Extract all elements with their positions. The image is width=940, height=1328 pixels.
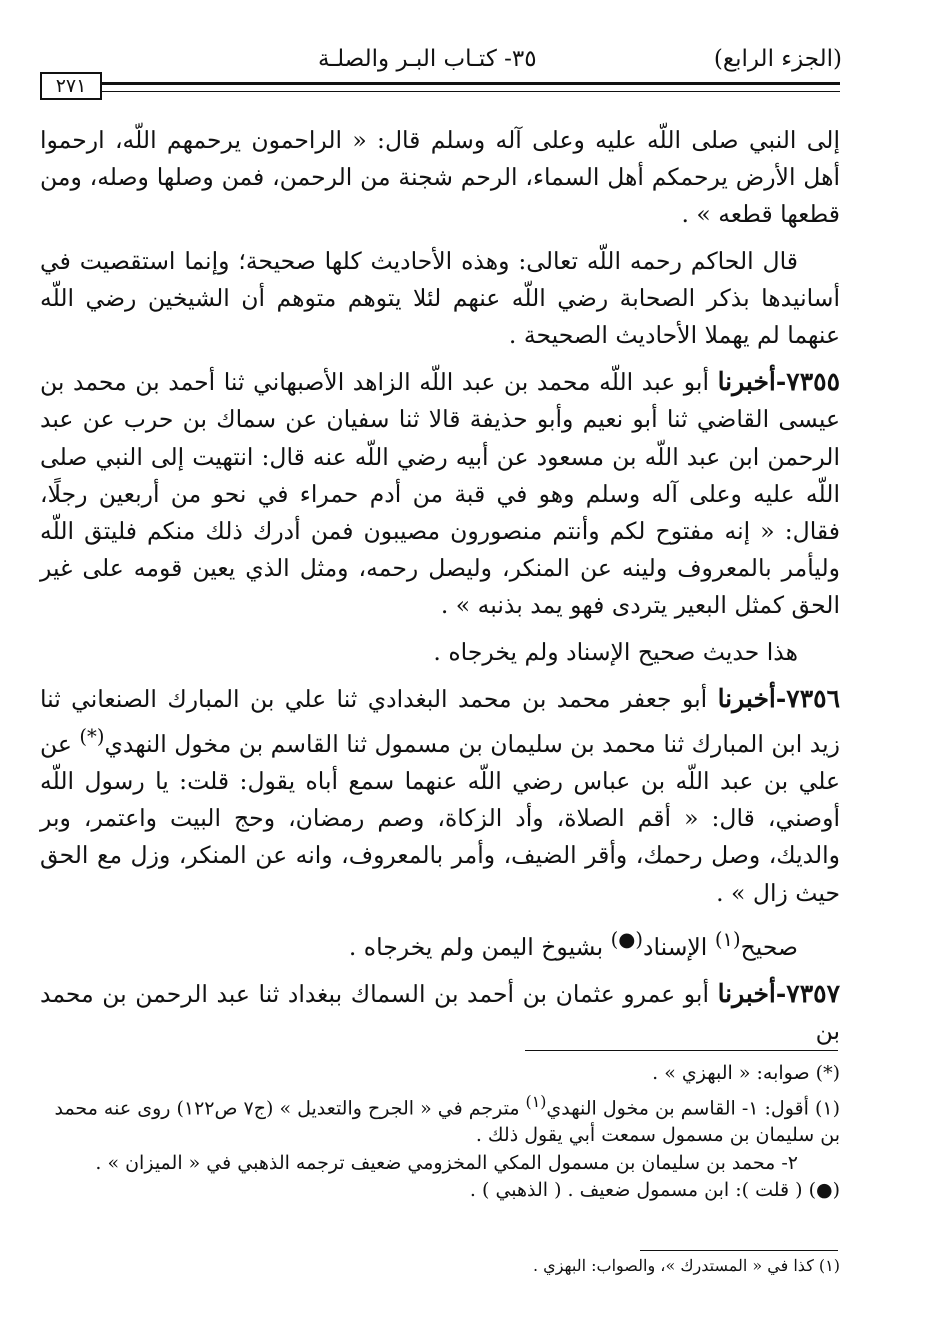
hadith-text: أبو عبد اللّه محمد بن عبد اللّه الزاهد الأصبهاني ثنا أحمد بن محمد بن عيسى القاضي ثنا أبو نعيم وأبو حذيفة قالا ثنا سفيان عن سماك بن حرب عن عبد الرحمن ابن عبد اللّه بن مسعود عن أبيه رضي اللّه عنه قال: انتهيت إلى النبي صلى اللّه عليه وعلى آله وسلم وهو في قبة من أدم حمراء في نحو من أربعين رجلًا، فقال: « إنه مفتوح لكم وأنتم منصورون مصيبون فمن أدرك ذلك منكم فليتق اللّه وليأمر بالمعروف ولينه عن المنكر، وليصل رحمه، ومثل الذي يعين قومه على غير الحق كمثل البعير يتردى فهو يمد بذنبه » . xyxy=(40,368,840,620)
main-text xyxy=(40,122,840,1059)
hadith-7355 xyxy=(40,363,840,624)
verdict-text: بشيوخ اليمن ولم يخرجاه . xyxy=(348,932,611,961)
footnote-1-item-2: ٢- محمد بن سليمان بن مسمول المكي المخزومي ضعيف ترجمه الذهبي في « الميزان » . xyxy=(95,1151,798,1174)
footnote-marker: (*) xyxy=(79,725,105,749)
hadith-lead-word: أخبرنا xyxy=(717,367,776,397)
footnote-dot: (●) ( قلت ): ابن مسمول ضعيف . ( الذهبي ) . xyxy=(469,1179,840,1202)
footnote-separator xyxy=(525,1050,838,1051)
hadith-lead-word: أخبرنا xyxy=(717,683,776,713)
paragraph-continuation: إلى النبي صلى اللّه عليه وعلى آله وسلم قال: « الراحمون يرحمهم اللّه، ارحموا أهل الأرض يرحمكم أهل السماء، الرحم شجنة من الرحمن، فمن وصلها وصله، ومن قطعها قطعه » . xyxy=(40,126,840,229)
hadith-7357 xyxy=(40,975,840,1050)
footnote-marker: (١) xyxy=(714,927,741,951)
hadith-text: أبو جعفر محمد بن محمد البغدادي ثنا علي بن المبارك الصنعاني ثنا زيد ابن المبارك ثنا محمد بن سليمان بن مسمول ثنا القاسم بن مخول النهدي xyxy=(40,684,840,758)
footnote-separator-bottom xyxy=(640,1250,838,1251)
verdict-text: الإسناد xyxy=(643,932,715,961)
hadith-number: ٧٣٥٦- xyxy=(775,683,840,713)
footnote-1 xyxy=(40,1088,840,1150)
volume-label: (الجزء الرابع) xyxy=(713,46,842,72)
header-rule-thick xyxy=(100,82,840,85)
footnote-marker: (●) xyxy=(610,927,643,951)
paragraph-hakim-comment: قال الحاكم رحمه اللّه تعالى: وهذه الأحاديث كلها صحيحة؛ وإنما استقصيت في أسانيدها بذكر الصحابة رضي اللّه عنهم لئلا يتوهم متوهم أن الشيخين رضي اللّه عنهما لم يهملا الأحاديث الصحيحة . xyxy=(40,246,840,350)
footnotes xyxy=(40,1060,840,1205)
footnote-text: (١) أقول: ١- القاسم بن مخول النهدي xyxy=(546,1096,840,1119)
hadith-text: أبو عمرو عثمان بن أحمد بن السماك ببغداد ثنا عبد الرحمن بن محمد بن xyxy=(40,979,840,1046)
footnote-marker: (١) xyxy=(525,1091,547,1111)
footnote-bottom: (١) كذا في « المستدرك »، والصواب: البهزي . xyxy=(533,1256,840,1275)
bottom-footnote xyxy=(40,1252,840,1280)
header-rule-thin xyxy=(100,91,840,92)
hadith-verdict xyxy=(40,921,840,966)
hadith-number: ٧٣٥٥- xyxy=(775,367,840,397)
hadith-number: ٧٣٥٧- xyxy=(775,978,840,1008)
footnote-text: مترجم في « الجرح والتعديل » (ج٧ ص١٢٢) روى عنه محمد بن سليمان بن مسمول سمعت أبي يقول ذلك . xyxy=(54,1096,840,1147)
verdict-text: صحيح xyxy=(740,932,798,961)
hadith-text: عن علي بن عبد اللّه بن عباس رضي اللّه عنهما سمع أباه يقول: قلت: يا رسول اللّه أوصني، قال: « أقم الصلاة، وأد الزكاة، وصم رمضان، وحج البيت واعتمر، وبر والديك، وصل رحمك، وأقر الضيف، وأمر بالمعروف، وانه عن المنكر، وزل مع الحق حيث زال » . xyxy=(40,729,840,907)
page-number: ٢٧١ xyxy=(40,72,102,100)
book-title: ٣٥- كتـاب البـر والصلـة xyxy=(318,46,537,72)
hadith-7356 xyxy=(40,680,840,912)
hadith-verdict: هذا حديث صحيح الإسناد ولم يخرجاه . xyxy=(433,637,798,666)
footnote-star: (*) صوابه: « البهزي » . xyxy=(652,1062,840,1084)
hadith-lead-word: أخبرنا xyxy=(717,978,776,1008)
